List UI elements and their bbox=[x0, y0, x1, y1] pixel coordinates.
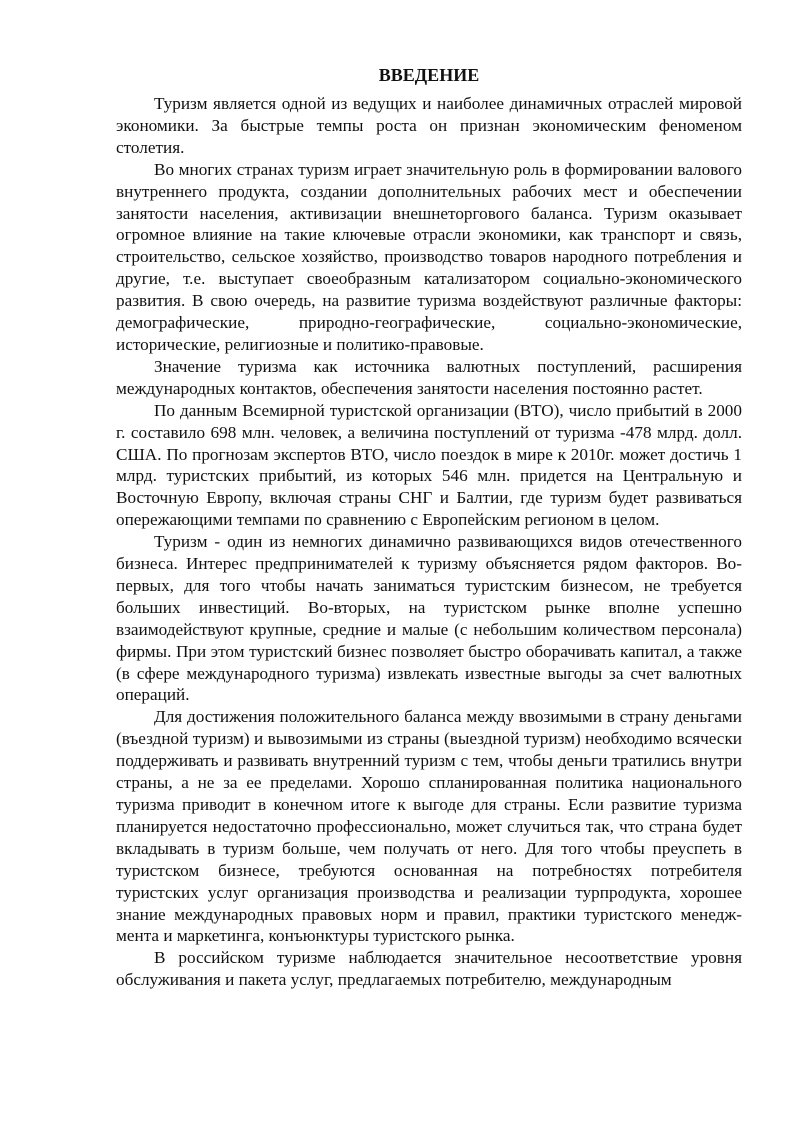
paragraph-4: По данным Всемирной туристской организации (ВТО), число прибытий в 2000 г. составило 698 млн. человек, а величина поступлений от туризма -478 млрд. долл. США. По прогнозам экспертов ВТО, число поездок в мире к 2010г. может достичь 1 млрд. туристских прибытий, из которых 546 млн. придется на Центральную и Восточную Европу, включая страны СНГ и Балтии, где туризм будет развиваться опережающими темпами по сравнению с Европейским регионом в целом. bbox=[116, 400, 742, 530]
paragraph-3: Значение туризма как источника валютных поступлений, расширения международных контактов, обеспечения занятости населения постоянно растет. bbox=[116, 356, 742, 398]
document-page bbox=[116, 62, 742, 991]
paragraph-2: Во многих странах туризм играет значительную роль в формировании валового внутреннего продукта, создании дополнительных рабочих мест и обеспечении занятости населения, активизации внешнеторгового баланса. Туризм оказывает огромное влияние на такие ключевые отрасли экономики, как транспорт и связь, строительство, сельское хозяйство, производство товаров народного потребления и другие, т.е. выступает своеобразным катализатором социально-экономического развития. В свою очередь, на развитие туризма воздействуют различные факторы: демографические, природно-географические, социально-экономические, исторические, религиозные и политико-правовые. bbox=[116, 159, 742, 354]
paragraph-1: Туризм является одной из ведущих и наиболее динамичных отраслей мировой экономики. За быстрые темпы роста он признан экономическим феноменом столетия. bbox=[116, 94, 742, 157]
paragraph-7: В российском туризме наблюдается значительное несоответствие уровня обслуживания и пакета услуг, предлагаемых потребителю, международным bbox=[116, 948, 742, 990]
paragraph-5: Туризм - один из немногих динамично развивающихся видов отечественного бизнеса. Интерес предпринимателей к туризму объясняется рядом факторов. Во-первых, для того чтобы начать заниматься туристским бизнесом, не требуется больших инвестиций. Во-вторых, на туристском рынке вполне успешно взаимодействуют крупные, средние и малые (с небольшим количеством персонала) фирмы. При этом туристский бизнес позволяет быстро оборачивать капитал, а также (в сфере международного туризма) извлекать известные выгоды за счет валютных операций. bbox=[116, 532, 742, 705]
page-title: ВВЕДЕНИЕ bbox=[378, 65, 480, 85]
paragraph-6: Для достижения положительного баланса между ввозимыми в страну деньгами (въездной туризм) и вывозимыми из страны (выездной туризм) необходимо всячески поддерживать и развивать внутренний туризм с тем, чтобы деньги тратились внутри страны, а не за ее пределами. Хорошо спланированная политика национального туризма приводит в конечном итоге к выгоде для страны. Если развитие туризма планируется недостаточно профессионально, может случиться так, что страна будет вкладывать в туризм больше, чем получать от него. Для того чтобы преуспеть в туристском бизнесе, требуются основанная на потребностях потребителя туристских услуг организация производства и реализации турпродукта, хорошее знание международных правовых норм и правил, практики туристского менеджмента и маркетинга, конъюнктуры туристского рынка. bbox=[116, 707, 742, 946]
